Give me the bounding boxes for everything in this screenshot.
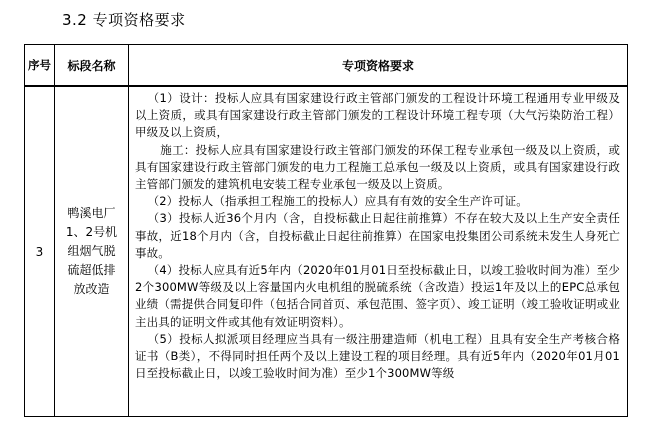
requirement-paragraph: （3）投标人近36个月内（含，自投标截止日起往前推算）不存在较大及以上生产安全责任事故，近18个月内（含，自投标截止日起往前推算）在国家电投集团公司系统未发生人身死亡事故。 <box>135 211 620 260</box>
row-requirements <box>129 86 628 417</box>
requirement-paragraph: 施工：投标人应具有国家建设行政主管部门颁发的环保工程专业承包一级及以上资质，或具有国家建设行政主管部门颁发的电力工程施工总承包一级及以上资质，或具有国家建设行政主管部门颁发的建筑机电安装工程专业承包一级及以上资质。 <box>135 142 620 192</box>
row-lot-name: 鸭溪电厂1、2号机组烟气脱硫超低排放改造 <box>55 86 129 417</box>
table-row <box>25 86 628 417</box>
row-seq: 3 <box>25 86 55 417</box>
header-seq: 序号 <box>25 45 55 87</box>
requirement-paragraph: （1）设计：投标人应具有国家建设行政主管部门颁发的工程设计环境工程通用专业甲级及以上资质，或具有国家建设行政主管部门颁发的工程设计环境工程专项（大气污染防治工程）甲级及以上资质， <box>135 91 620 140</box>
table-header-row <box>25 45 628 87</box>
section-title: 3.2 专项资格要求 <box>62 11 186 29</box>
header-requirements: 专项资格要求 <box>129 45 628 87</box>
requirement-paragraph: （4）投标人应具有近5年内（2020年01月01日至投标截止日，以竣工验收时间为准）至少2个300MW等级及以上容量国内火电机组的脱硫系统（含改造）投运1年及以上的EPC总承包业绩（需提供合同复印件（包括合同首页、承包范围、签字页）、竣工证明（竣工验收证明或业主出具的证明文件或其他有效证明资料）。 <box>135 263 620 329</box>
requirement-paragraph: （2）投标人（指承担工程施工的投标人）应具有有效的安全生产许可证。 <box>147 194 528 209</box>
qualification-table <box>24 44 628 417</box>
requirement-paragraph: （5）投标人拟派项目经理应当具有一级注册建造师（机电工程）且具有安全生产考核合格证书（B类），不得同时担任两个及以上建设工程的项目经理。具有近5年内（2020年01月01日至投标截止日，以竣工验收时间为准）至少1个300MW等级 <box>135 331 620 381</box>
header-name: 标段名称 <box>55 45 129 87</box>
